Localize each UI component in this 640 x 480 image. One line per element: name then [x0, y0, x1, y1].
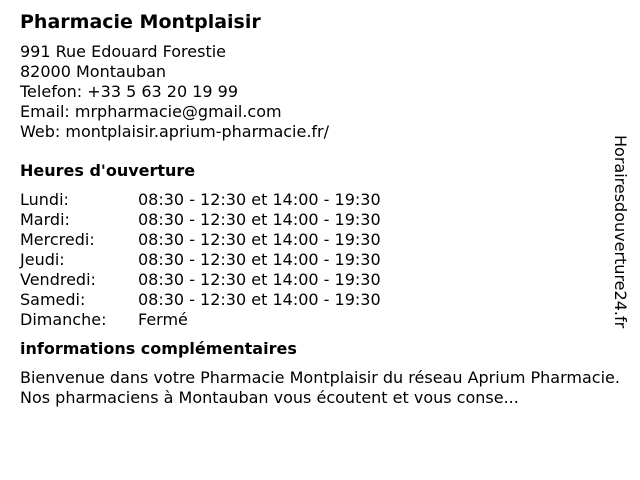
email-address[interactable]: Email: mrpharmacie@gmail.com — [20, 102, 282, 121]
hours-row-wednesday — [20, 230, 610, 250]
day-label: Samedi: — [20, 290, 86, 309]
address-street: 991 Rue Edouard Forestie — [20, 42, 227, 61]
hours-row-monday — [20, 190, 610, 210]
hours-row-sunday — [20, 310, 610, 330]
pharmacy-name: Pharmacie Montplaisir — [20, 11, 261, 33]
hours-value: 08:30 - 12:30 et 14:00 - 19:30 — [138, 190, 381, 209]
additional-info-heading: informations complémentaires — [20, 339, 297, 358]
day-label: Vendredi: — [20, 270, 96, 289]
pharmacy-card — [20, 8, 620, 408]
day-label: Dimanche: — [20, 310, 107, 329]
hours-row-tuesday — [20, 210, 610, 230]
hours-value: Fermé — [138, 310, 188, 329]
hours-value: 08:30 - 12:30 et 14:00 - 19:30 — [138, 230, 381, 249]
hours-value: 08:30 - 12:30 et 14:00 - 19:30 — [138, 250, 381, 269]
hours-value: 08:30 - 12:30 et 14:00 - 19:30 — [138, 290, 381, 309]
address-block — [20, 42, 610, 142]
website-link[interactable]: Web: montplaisir.aprium-pharmacie.fr/ — [20, 122, 330, 141]
hours-row-thursday — [20, 250, 610, 270]
address-city: 82000 Montauban — [20, 62, 167, 81]
hours-value: 08:30 - 12:30 et 14:00 - 19:30 — [138, 210, 381, 229]
hours-row-saturday — [20, 290, 610, 310]
site-watermark: Horairesdouverture24.fr — [611, 135, 630, 329]
day-label: Lundi: — [20, 190, 69, 209]
day-label: Jeudi: — [20, 250, 65, 269]
day-label: Mercredi: — [20, 230, 95, 249]
day-label: Mardi: — [20, 210, 70, 229]
additional-info-text: Bienvenue dans votre Pharmacie Montplaisir du réseau Aprium Pharmacie. Nos pharmaciens à Montauban vous écoutent et vous conse... — [20, 368, 620, 407]
opening-hours-table — [20, 190, 610, 330]
phone-number[interactable]: Telefon: +33 5 63 20 19 99 — [20, 82, 239, 101]
hours-row-friday — [20, 270, 610, 290]
hours-value: 08:30 - 12:30 et 14:00 - 19:30 — [138, 270, 381, 289]
opening-hours-heading: Heures d'ouverture — [20, 161, 196, 180]
